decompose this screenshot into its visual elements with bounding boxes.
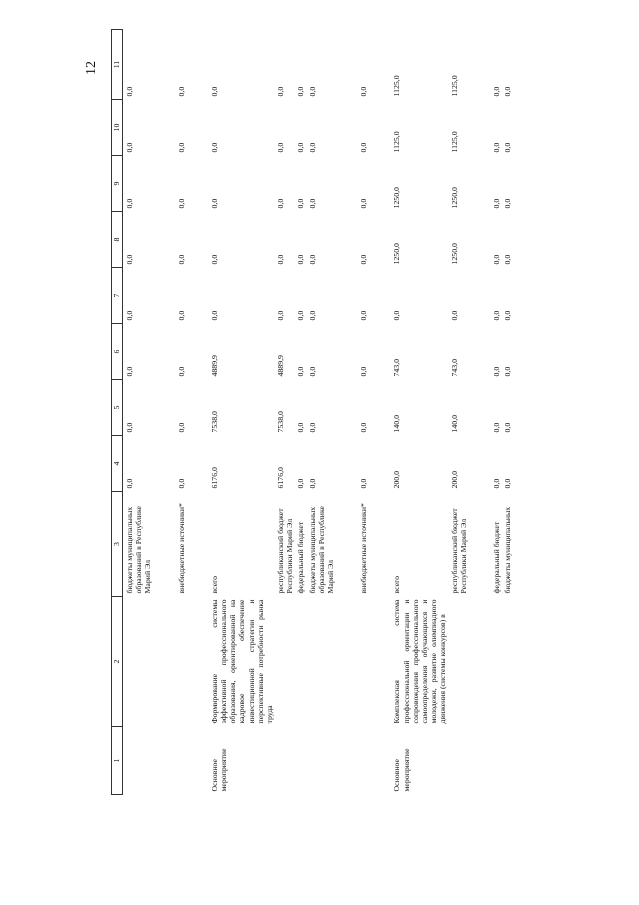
activity-name-cell: Формирование системы эффективной профессионального образования, ориентированной на кадровое обеспечение инвестиционной стратегии и перспективные потребности рынка труда: [209, 599, 274, 724]
value-cell: 200,0: [449, 470, 459, 489]
value-cell: 0,0: [503, 86, 513, 97]
table-row: [294, 30, 305, 795]
value-cell: 0,0: [359, 478, 369, 489]
activity-name-cell: Комплексная система профессиональной ориентации и сопровождения профессионального самоопределения обучающихся и молодежи, развитие олимпиадного движения (системы конкурсов) в: [392, 599, 448, 724]
value-cell: 0,0: [296, 422, 306, 433]
funding-source-cell: внебюджетные источники*: [359, 503, 369, 594]
value-cell: 0,0: [359, 366, 369, 377]
funding-source-cell: всего: [209, 575, 219, 594]
value-cell: 6176,0: [276, 467, 286, 489]
table-row: [123, 30, 153, 795]
value-cell: 0,0: [176, 198, 186, 209]
activity-type-cell: [274, 727, 294, 795]
value-cell: 0,0: [491, 86, 501, 97]
value-cell: 0,0: [359, 254, 369, 265]
funding-source-cell: федеральный бюджет: [296, 521, 306, 594]
value-cell: 0,0: [503, 254, 513, 265]
value-cell: 0,0: [125, 86, 134, 97]
value-cell: 0,0: [176, 310, 186, 321]
value-cell: 0,0: [307, 198, 317, 209]
value-cell: 0,0: [491, 478, 501, 489]
activity-name-cell: [335, 597, 368, 727]
value-cell: 0,0: [503, 478, 513, 489]
value-cell: 0,0: [209, 310, 219, 321]
table-row: [448, 30, 468, 795]
funding-source-cell: бюджеты муниципальных образований в Республике Марий Эл: [125, 505, 153, 594]
value-cell: 0,0: [296, 254, 306, 265]
value-cell: 1250,0: [449, 243, 459, 265]
value-cell: 1125,0: [392, 75, 402, 97]
value-cell: 743,0: [449, 358, 459, 377]
funding-source-cell: республиканский бюджет Республики Марий Эл: [276, 508, 295, 594]
activity-name-cell: [123, 597, 153, 727]
value-cell: 0,0: [276, 254, 286, 265]
activity-type-cell: [294, 727, 305, 795]
value-cell: 7538,0: [276, 411, 286, 433]
value-cell: 0,0: [276, 86, 286, 97]
value-cell: 1125,0: [449, 131, 459, 153]
value-cell: 0,0: [125, 198, 134, 209]
value-cell: 0,0: [307, 142, 317, 153]
value-cell: 0,0: [125, 366, 134, 377]
value-cell: 0,0: [176, 142, 186, 153]
activity-name-cell: [306, 597, 336, 727]
value-cell: 0,0: [125, 142, 134, 153]
activity-type-cell: [335, 727, 368, 795]
funding-source-cell: всего: [392, 575, 402, 594]
value-cell: 7538,0: [209, 411, 219, 433]
value-cell: 1125,0: [449, 75, 459, 97]
value-cell: 0,0: [491, 198, 501, 209]
table-row: [501, 30, 512, 795]
value-cell: 0,0: [359, 198, 369, 209]
value-cell: 0,0: [491, 142, 501, 153]
value-cell: 1250,0: [392, 243, 402, 265]
budget-table: [111, 29, 512, 795]
activity-type-cell: [501, 727, 512, 795]
activity-type-cell: [468, 727, 501, 795]
value-cell: 0,0: [296, 86, 306, 97]
value-cell: 1250,0: [449, 187, 459, 209]
value-cell: 0,0: [491, 254, 501, 265]
value-cell: 0,0: [307, 478, 317, 489]
value-cell: 0,0: [125, 254, 134, 265]
activity-name-cell: [153, 597, 186, 727]
value-cell: 0,0: [296, 310, 306, 321]
activity-name-cell: [294, 597, 305, 727]
value-cell: 1250,0: [392, 187, 402, 209]
value-cell: 0,0: [276, 198, 286, 209]
table-row: [468, 30, 501, 795]
value-cell: 0,0: [307, 366, 317, 377]
value-cell: 0,0: [176, 86, 186, 97]
value-cell: 0,0: [209, 254, 219, 265]
rotated-page: [111, 30, 631, 795]
header-cell: 5: [112, 380, 123, 436]
value-cell: 0,0: [503, 422, 513, 433]
value-cell: 0,0: [176, 422, 186, 433]
header-cell: 9: [112, 156, 123, 212]
value-cell: 743,0: [392, 358, 402, 377]
funding-source-cell: внебюджетные источники*: [176, 503, 186, 594]
value-cell: 0,0: [125, 422, 134, 433]
header-row: [112, 30, 123, 795]
value-cell: 0,0: [392, 310, 402, 321]
header-cell: 2: [112, 597, 123, 727]
page-number: 12: [84, 61, 99, 75]
header-cell: 4: [112, 436, 123, 492]
value-cell: 0,0: [276, 142, 286, 153]
activity-name-cell: [501, 597, 512, 727]
value-cell: 0,0: [209, 198, 219, 209]
activity-name-cell: [274, 597, 294, 727]
value-cell: 0,0: [503, 142, 513, 153]
activity-name-cell: [448, 597, 468, 727]
value-cell: 6176,0: [209, 467, 219, 489]
header-cell: 6: [112, 324, 123, 380]
value-cell: 0,0: [359, 310, 369, 321]
value-cell: 0,0: [307, 254, 317, 265]
funding-source-cell: бюджеты муниципальных: [503, 506, 513, 594]
value-cell: 0,0: [296, 198, 306, 209]
header-cell: 7: [112, 268, 123, 324]
activity-type-cell: [306, 727, 336, 795]
funding-source-cell: бюджеты муниципальных образований в Республике Марий Эл: [307, 505, 335, 594]
value-cell: 0,0: [125, 478, 134, 489]
value-cell: 0,0: [503, 366, 513, 377]
value-cell: 200,0: [392, 470, 402, 489]
value-cell: 0,0: [176, 254, 186, 265]
value-cell: 0,0: [125, 310, 134, 321]
value-cell: 0,0: [491, 310, 501, 321]
value-cell: 0,0: [503, 310, 513, 321]
value-cell: 0,0: [296, 142, 306, 153]
table-row: [306, 30, 336, 795]
value-cell: 140,0: [449, 414, 459, 433]
activity-type-cell: [123, 727, 153, 795]
value-cell: 0,0: [276, 310, 286, 321]
activity-name-cell: [468, 597, 501, 727]
table-row: [335, 30, 368, 795]
value-cell: 0,0: [176, 478, 186, 489]
funding-source-cell: федеральный бюджет: [491, 521, 501, 594]
value-cell: 0,0: [307, 86, 317, 97]
value-cell: 0,0: [491, 366, 501, 377]
value-cell: 0,0: [491, 422, 501, 433]
value-cell: 0,0: [307, 422, 317, 433]
value-cell: 0,0: [296, 366, 306, 377]
value-cell: 0,0: [503, 198, 513, 209]
value-cell: 140,0: [392, 414, 402, 433]
value-cell: 0,0: [209, 86, 219, 97]
table-row: [368, 30, 447, 795]
value-cell: 0,0: [359, 86, 369, 97]
activity-type-cell: Основное мероприятие: [209, 748, 228, 792]
value-cell: 1125,0: [392, 131, 402, 153]
header-cell: 8: [112, 212, 123, 268]
table-row: [186, 30, 274, 795]
activity-type-cell: Основное мероприятие: [392, 748, 411, 792]
activity-type-cell: [448, 727, 468, 795]
value-cell: 0,0: [176, 366, 186, 377]
activity-type-cell: [153, 727, 186, 795]
header-cell: 3: [112, 492, 123, 597]
table-body: [123, 30, 513, 795]
value-cell: 4889,9: [209, 355, 219, 377]
value-cell: 4889,9: [276, 355, 286, 377]
value-cell: 0,0: [359, 422, 369, 433]
header-cell: 1: [112, 727, 123, 795]
value-cell: 0,0: [307, 310, 317, 321]
value-cell: 0,0: [449, 310, 459, 321]
value-cell: 0,0: [359, 142, 369, 153]
table-row: [153, 30, 186, 795]
value-cell: 0,0: [209, 142, 219, 153]
header-cell: 11: [112, 30, 123, 100]
table-row: [274, 30, 294, 795]
value-cell: 0,0: [296, 478, 306, 489]
header-cell: 10: [112, 100, 123, 156]
funding-source-cell: республиканский бюджет Республики Марий Эл: [449, 508, 468, 594]
